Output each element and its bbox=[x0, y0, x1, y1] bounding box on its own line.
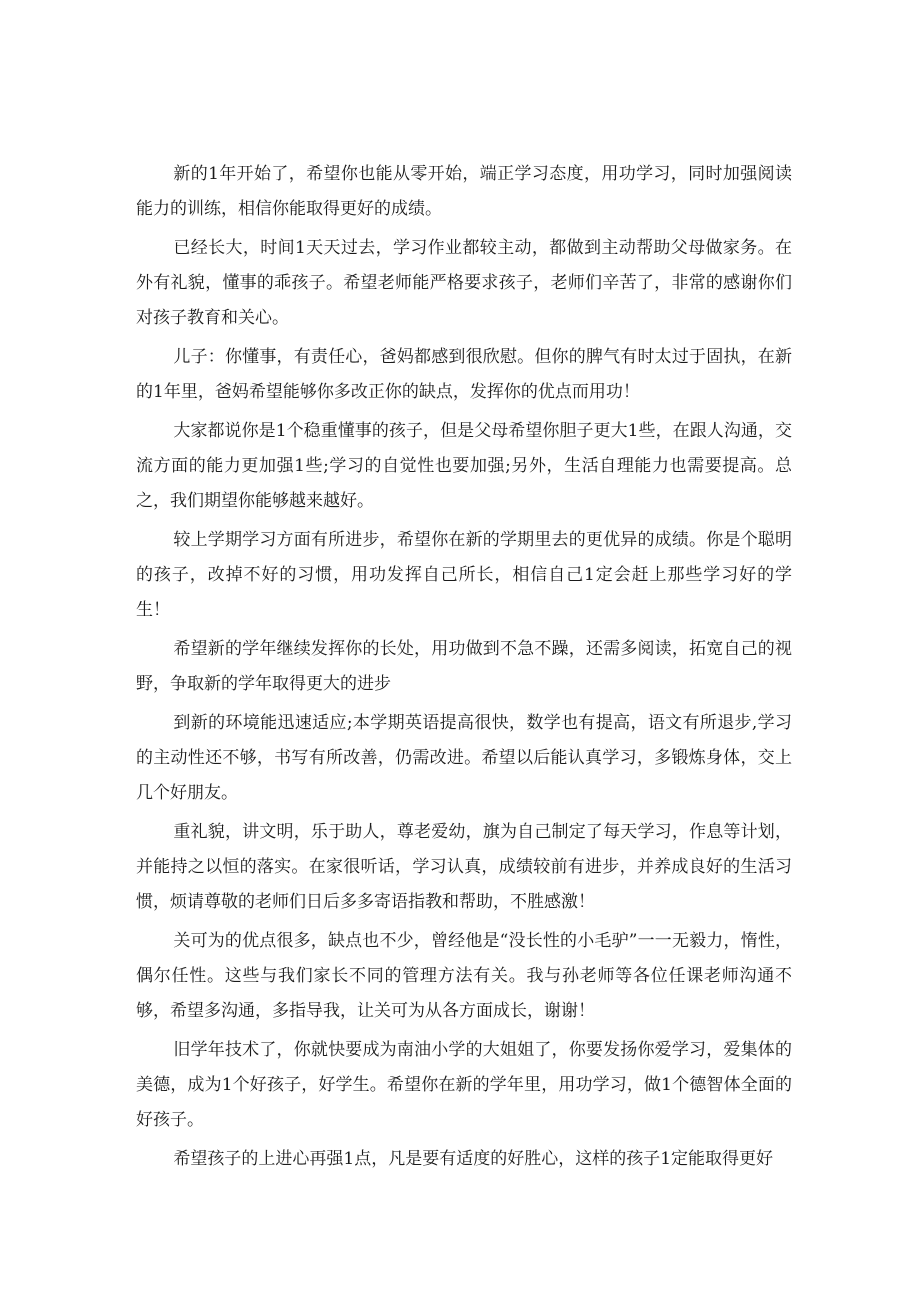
paragraph-8: 重礼貌，讲文明，乐于助人，尊老爱幼，旗为自己制定了每天学习，作息等计划，并能持之以恒的落实。在家很听话，学习认真，成绩较前有进步，并养成良好的生活习惯，烦请尊敬的老师们日后多多寄语指教和帮助，不胜感激！ bbox=[136, 822, 792, 912]
paragraph-4: 大家都说你是1个稳重懂事的孩子，但是父母希望你胆子更大1些，在跟人沟通，交流方面的能力更加强1些;学习的自觉性也要加强;另外，生活自理能力也需要提高。总之，我们期望你能够越来越好。 bbox=[136, 421, 792, 511]
paragraph-3: 儿子：你懂事，有责任心，爸妈都感到很欣慰。但你的脾气有时太过于固执，在新的1年里，爸妈希望能够你多改正你的缺点，发挥你的优点而用功！ bbox=[136, 347, 792, 402]
paragraph-9: 关可为的优点很多，缺点也不少，曾经他是“没长性的小毛驴”一一无毅力，惰性，偶尔任性。这些与我们家长不同的管理方法有关。我与孙老师等各位任课老师沟通不够，希望多沟通，多指导我，让关可为从各方面成长，谢谢！ bbox=[136, 931, 792, 1021]
paragraph-10: 旧学年技术了，你就快要成为南油小学的大姐姐了，你要发扬你爱学习，爱集体的美德，成为1个好孩子，好学生。希望你在新的学年里，用功学习，做1个德智体全面的好孩子。 bbox=[136, 1040, 792, 1130]
paragraph-7: 到新的环境能迅速适应;本学期英语提高很快，数学也有提高，语文有所退步,学习的主动性还不够，书写有所改善，仍需改进。希望以后能认真学习，多锻炼身体，交上几个好朋友。 bbox=[136, 713, 792, 803]
paragraph-11: 希望孩子的上进心再强1点，凡是要有适度的好胜心，这样的孩子1定能取得更好 bbox=[173, 1149, 774, 1169]
paragraph-5: 较上学期学习方面有所进步，希望你在新的学期里去的更优异的成绩。你是个聪明的孩子，改掉不好的习惯，用功发挥自己所长，相信自己1定会赶上那些学习好的学生！ bbox=[136, 530, 792, 620]
paragraph-1: 新的1年开始了，希望你也能从零开始，端正学习态度，用功学习，同时加强阅读能力的训练，相信你能取得更好的成绩。 bbox=[136, 164, 792, 219]
document-body bbox=[136, 157, 792, 1181]
paragraph-2: 已经长大，时间1天天过去，学习作业都较主动，都做到主动帮助父母做家务。在外有礼貌，懂事的乖孩子。希望老师能严格要求孩子，老师们辛苦了，非常的感谢你们对孩子教育和关心。 bbox=[136, 238, 792, 328]
paragraph-6: 希望新的学年继续发挥你的长处，用功做到不急不躁，还需多阅读，拓宽自己的视野，争取新的学年取得更大的进步 bbox=[136, 639, 792, 694]
